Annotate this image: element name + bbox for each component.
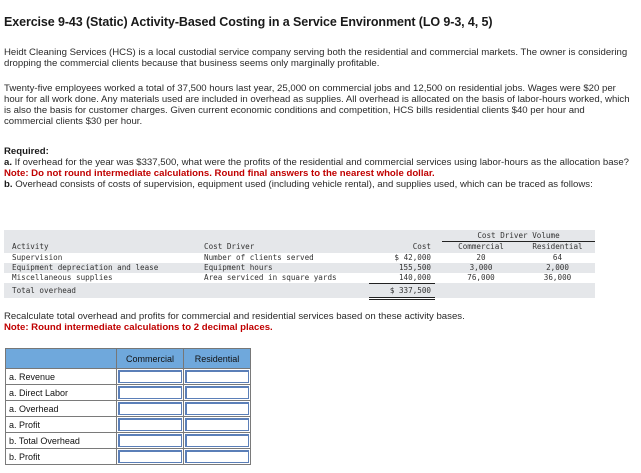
commercial-header: Commercial (458, 242, 504, 251)
part-a-text (4, 157, 634, 168)
group-header-row (4, 230, 595, 242)
answer-row-profit-a (6, 417, 251, 433)
cost-cell: $ 42,000 (394, 253, 431, 262)
overhead-commercial-input[interactable] (118, 402, 182, 415)
activity-cell: Supervision (12, 253, 63, 262)
driver-cell: Area serviced in square yards (204, 273, 337, 282)
part-b-question: Overhead consists of costs of supervision, equipment used (including vehicle rental), and supplies used, which can be traced as follows: (12, 179, 593, 190)
overhead-residential-input[interactable] (185, 402, 249, 415)
total-double-underline (369, 297, 435, 300)
activity-header: Activity (12, 242, 49, 251)
commercial-cell: 76,000 (467, 273, 495, 282)
row-label: a. Overhead (6, 401, 117, 417)
answer-row-profit-b (6, 449, 251, 465)
note-a: Note: Do not round intermediate calculations. Round final answers to the nearest whole dollar. (4, 168, 435, 179)
answer-table (5, 348, 251, 465)
driver-cell: Number of clients served (204, 253, 314, 262)
cost-cell: 155,500 (398, 263, 431, 272)
total-label: Total overhead (12, 286, 77, 295)
intro-paragraph: Heidt Cleaning Services (HCS) is a local custodial service company serving both the residential and commercial markets. The owner is considering dropping the commercial clients because that business seems only marginally profitable. (4, 47, 628, 69)
row-label: a. Direct Labor (6, 385, 117, 401)
subtotal-underline (369, 283, 435, 284)
cost-header: Cost (412, 242, 431, 251)
direct-labor-commercial-input[interactable] (118, 386, 182, 399)
row-label: b. Profit (6, 449, 117, 465)
details-paragraph: Twenty-five employees worked a total of 37,500 hours last year, 25,000 on commercial jobs and 12,500 on residential jobs. Wages were $20 per hour for all work done. Any materials used are included in overhead as supplies. All overhead is allocated on the basis of labor-hours worked, which is also the basis for customer charges. Given current economic conditions and competition, HCS bills residential clients $40 per hour and commercial clients $30 per hour. (4, 83, 630, 127)
driver-cell: Equipment hours (204, 263, 273, 272)
column-header-row (4, 242, 595, 253)
table-row (4, 273, 595, 283)
cost-driver-volume-header: Cost Driver Volume (442, 231, 595, 242)
part-b-text (4, 179, 634, 190)
residential-cell: 64 (552, 253, 563, 262)
cost-cell: 140,000 (398, 273, 431, 282)
revenue-residential-input[interactable] (185, 370, 249, 383)
total-overhead-residential-input[interactable] (185, 434, 249, 447)
required-section (4, 146, 634, 190)
direct-labor-residential-input[interactable] (185, 386, 249, 399)
answer-row-total-overhead (6, 433, 251, 449)
commercial-cell: 20 (476, 253, 486, 262)
exercise-title: Exercise 9-43 (Static) Activity-Based Costing in a Service Environment (LO 9-3, 4, 5) (4, 15, 493, 29)
answer-row-overhead (6, 401, 251, 417)
row-label: a. Revenue (6, 369, 117, 385)
residential-header: Residential (532, 242, 583, 251)
activity-cell: Miscellaneous supplies (12, 273, 113, 282)
cost-driver-header: Cost Driver (204, 242, 255, 251)
table-row (4, 263, 595, 273)
total-overhead-commercial-input[interactable] (118, 434, 182, 447)
residential-column-header: Residential (184, 349, 251, 369)
activity-cell: Equipment depreciation and lease (12, 263, 159, 272)
residential-cell: 2,000 (546, 263, 569, 272)
profit-b-residential-input[interactable] (185, 450, 249, 463)
residential-cell: 36,000 (543, 273, 572, 282)
answer-header-row (6, 349, 251, 369)
table-row (4, 253, 595, 263)
blank-header (6, 349, 117, 369)
answer-row-direct-labor (6, 385, 251, 401)
commercial-cell: 3,000 (469, 263, 493, 272)
profit-b-commercial-input[interactable] (118, 450, 182, 463)
profit-a-commercial-input[interactable] (118, 418, 182, 431)
recalc-section (4, 311, 634, 333)
profit-a-residential-input[interactable] (185, 418, 249, 431)
total-row (4, 283, 595, 298)
revenue-commercial-input[interactable] (118, 370, 182, 383)
part-a-prefix: a. (4, 157, 13, 168)
answer-row-revenue (6, 369, 251, 385)
row-label: a. Profit (6, 417, 117, 433)
total-cost: $ 337,500 (389, 286, 431, 295)
recalc-text: Recalculate total overhead and profits for commercial and residential services based on these activity bases. (4, 311, 465, 322)
required-label: Required: (4, 146, 49, 157)
cost-driver-table (4, 230, 595, 298)
part-a-question: If overhead for the year was $337,500, what were the profits of the residential and commercial services using labor-hours as the allocation base? (12, 157, 630, 168)
commercial-column-header: Commercial (117, 349, 184, 369)
part-b-prefix: b. (4, 179, 13, 190)
note-b: Note: Round intermediate calculations to 2 decimal places. (4, 322, 273, 333)
row-label: b. Total Overhead (6, 433, 117, 449)
